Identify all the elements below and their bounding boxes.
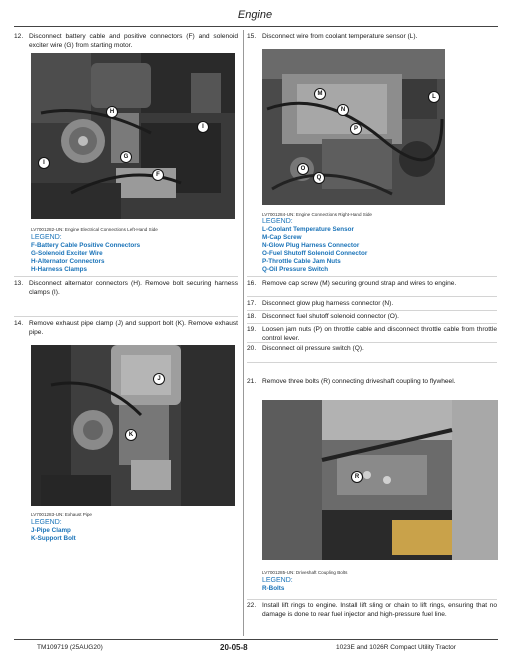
step-14 xyxy=(14,320,238,340)
legend-item: G-Solenoid Exciter Wire xyxy=(31,250,103,257)
legend-item: M-Cap Screw xyxy=(262,234,302,241)
legend-title: LEGEND: xyxy=(31,234,62,241)
header-divider xyxy=(14,26,498,27)
figure-caption: LV7001285-UN: Driveshaft Coupling Bolts xyxy=(262,570,348,575)
step-text: Remove three bolts (R) connecting driveshaft coupling to flywheel. xyxy=(262,378,456,385)
step-divider xyxy=(247,310,497,311)
step-15 xyxy=(247,33,497,43)
figure-caption: LV7001283-UN: Exhaust Pipe xyxy=(31,512,92,517)
step-divider xyxy=(247,276,497,277)
step-divider xyxy=(247,342,497,343)
callout-p: P xyxy=(350,123,362,135)
step-number: 14. xyxy=(14,320,24,327)
step-text: Disconnect battery cable and positive connectors (F) and solenoid exciter wire (G) from starting motor. xyxy=(29,33,238,49)
step-text: Remove exhaust pipe clamp (J) and support bolt (K). Remove exhaust pipe. xyxy=(29,320,238,336)
legend-title: LEGEND: xyxy=(262,218,293,225)
step-21 xyxy=(247,378,497,398)
step-number: 17. xyxy=(247,300,257,307)
step-22 xyxy=(247,602,497,632)
step-divider xyxy=(14,316,238,317)
legend-item: Q-Oil Pressure Switch xyxy=(262,266,329,273)
exhaust-pipe-photo xyxy=(31,345,235,506)
callout-n: N xyxy=(337,104,349,116)
legend-item: O-Fuel Shutoff Solenoid Connector xyxy=(262,250,368,257)
step-number: 13. xyxy=(14,280,24,287)
step-divider xyxy=(247,323,497,324)
callout-j: J xyxy=(153,373,165,385)
callout-g: G xyxy=(120,151,132,163)
callout-i: I xyxy=(38,157,50,169)
driveshaft-coupling-photo xyxy=(262,400,498,560)
legend-item: J-Pipe Clamp xyxy=(31,527,71,534)
step-text: Loosen jam nuts (P) on throttle cable and disconnect throttle cable from throttle control lever. xyxy=(262,326,497,342)
step-20 xyxy=(247,345,497,355)
callout-k: K xyxy=(125,429,137,441)
step-13 xyxy=(14,280,238,300)
callout-i: I xyxy=(197,121,209,133)
footer-product-name: 1023E and 1026R Compact Utility Tractor xyxy=(336,644,456,651)
figure-caption: LV7001284-UN: Engine Connections Right-Hand Side xyxy=(262,212,372,217)
callout-l: L xyxy=(428,91,440,103)
step-text: Remove cap screw (M) securing ground strap and wires to engine. xyxy=(262,280,457,287)
step-number: 22. xyxy=(247,602,257,609)
step-number: 19. xyxy=(247,326,257,333)
column-divider xyxy=(243,30,244,636)
step-text: Disconnect fuel shutoff solenoid connector (O). xyxy=(262,313,399,320)
step-divider xyxy=(14,276,238,277)
step-divider xyxy=(247,296,497,297)
legend-title: LEGEND: xyxy=(31,519,62,526)
footer-page-number: 20-05-8 xyxy=(220,643,248,652)
legend-item: H-Harness Clamps xyxy=(31,266,87,273)
legend-item: N-Glow Plug Harness Connector xyxy=(262,242,360,249)
callout-q: Q xyxy=(313,172,325,184)
step-number: 15. xyxy=(247,33,257,40)
step-19 xyxy=(247,326,497,346)
legend-item: F-Battery Cable Positive Connectors xyxy=(31,242,141,249)
step-text: Disconnect wire from coolant temperature sensor (L). xyxy=(262,33,418,40)
step-number: 20. xyxy=(247,345,257,352)
step-17 xyxy=(247,300,497,310)
legend-item: H-Alternator Connectors xyxy=(31,258,105,265)
step-text: Disconnect oil pressure switch (Q). xyxy=(262,345,364,352)
step-number: 21. xyxy=(247,378,257,385)
footer-doc-id: TM109719 (25AUG20) xyxy=(37,644,103,651)
callout-o: O xyxy=(297,163,309,175)
step-16 xyxy=(247,280,497,300)
engine-left-photo xyxy=(31,53,235,219)
legend-item: P-Throttle Cable Jam Nuts xyxy=(262,258,341,265)
figure-caption: LV7001282-UN: Engine Electrical Connections Left-Hand Side xyxy=(31,227,158,232)
step-text: Disconnect alternator connectors (H). Remove bolt securing harness clamps (I). xyxy=(29,280,238,296)
callout-f: F xyxy=(152,169,164,181)
callout-m: M xyxy=(314,88,326,100)
step-divider xyxy=(247,599,497,600)
step-number: 18. xyxy=(247,313,257,320)
legend-item: L-Coolant Temperature Sensor xyxy=(262,226,354,233)
callout-r: R xyxy=(351,471,363,483)
step-divider xyxy=(247,362,497,363)
legend-title: LEGEND: xyxy=(262,577,293,584)
step-text: Install lift rings to engine. Install lift sling or chain to lift rings, ensuring that no damage is done to rear fuel injector and high-pressure fuel line. xyxy=(262,602,497,618)
legend-item: R-Bolts xyxy=(262,585,285,592)
step-12 xyxy=(14,33,238,53)
callout-h: H xyxy=(106,106,118,118)
step-text: Disconnect glow plug harness connector (N). xyxy=(262,300,394,307)
legend-item: K-Support Bolt xyxy=(31,535,76,542)
step-18 xyxy=(247,313,497,323)
step-number: 16. xyxy=(247,280,257,287)
step-number: 12. xyxy=(14,33,24,40)
footer-divider xyxy=(14,639,498,640)
page-header-title: Engine xyxy=(237,9,273,21)
